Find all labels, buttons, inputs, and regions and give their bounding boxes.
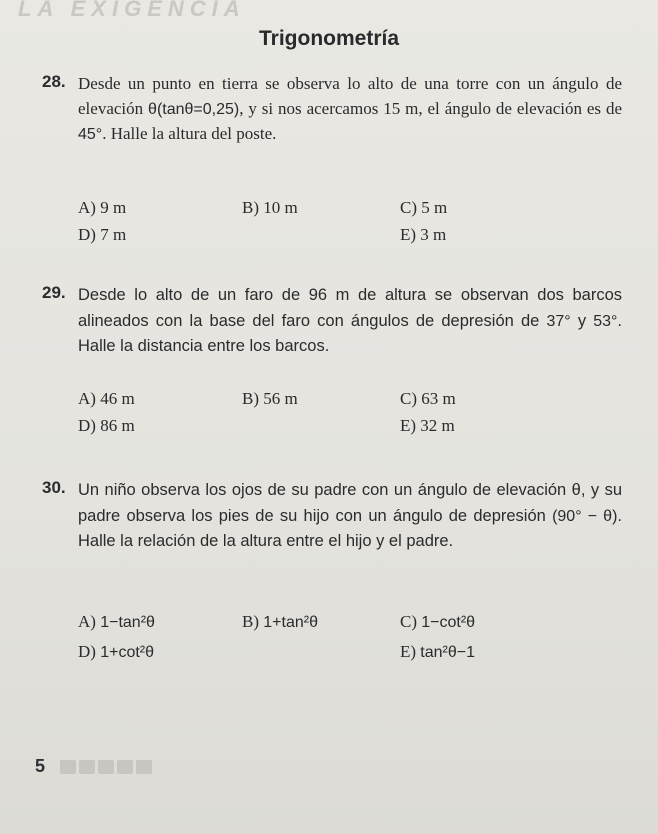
option-e[interactable]: E) 3 m <box>400 225 447 244</box>
text-part: . Halle la distancia entre los barcos. <box>78 311 623 355</box>
problem-30 <box>42 478 622 555</box>
option-d[interactable]: D) 7 m <box>78 225 127 244</box>
answer-options-28 <box>78 198 598 252</box>
option-c[interactable]: C) 1−cot²θ <box>400 612 476 631</box>
text-part: , y si nos acercamos 15 m, el ángulo de elevación es de <box>239 98 622 118</box>
square-icon <box>136 760 152 774</box>
option-a[interactable]: A) 9 m <box>78 198 127 217</box>
math-expression: 45° <box>78 126 103 143</box>
text-part: Desde un punto en tierra se observa lo alto de una torre con un ángulo de elevación <box>78 74 622 118</box>
problem-number: 28. <box>42 72 66 91</box>
problem-number: 30. <box>42 478 66 497</box>
square-icon <box>98 760 114 774</box>
problem-number: 29. <box>42 283 66 302</box>
watermark-text: LA EXIGENCIA <box>18 0 246 21</box>
problem-28 <box>42 72 622 148</box>
problem-text <box>78 478 622 555</box>
decorative-squares <box>60 760 155 779</box>
option-c[interactable]: C) 63 m <box>400 389 456 408</box>
square-icon <box>60 760 76 774</box>
text-part: . Halle la altura del poste. <box>102 124 277 143</box>
text-part: y <box>570 311 594 330</box>
math-expression: 37° <box>546 312 571 330</box>
option-c[interactable]: C) 5 m <box>400 198 448 217</box>
option-b[interactable]: B) 56 m <box>242 389 298 408</box>
text-part: Desde lo alto de un faro de 96 m de altura se observan dos barcos alineados con la base del faro con ángulos de depresión de <box>78 286 622 330</box>
math-expression: 53° <box>593 312 618 330</box>
problem-text <box>78 72 622 148</box>
text-part: . Halle la relación de la altura entre el hijo y el padre. <box>78 506 622 550</box>
answer-options-30 <box>78 612 598 672</box>
text-part: Un niño observa los ojos de su padre con un ángulo de elevación θ, y su padre observa los pies de su hijo con un ángulo de depresión <box>78 481 622 525</box>
problem-29 <box>42 283 622 360</box>
option-b[interactable]: B) 1+tan²θ <box>242 612 318 631</box>
square-icon <box>117 760 133 774</box>
problem-text <box>78 283 622 360</box>
option-d[interactable]: D) 1+cot²θ <box>78 642 155 661</box>
option-e[interactable]: E) 32 m <box>400 416 455 435</box>
page-number: 5 <box>35 756 46 776</box>
option-e[interactable]: E) tan²θ−1 <box>400 642 476 661</box>
option-d[interactable]: D) 86 m <box>78 416 135 435</box>
math-expression: θ(tanθ=0,25) <box>148 100 240 118</box>
option-a[interactable]: A) 46 m <box>78 389 135 408</box>
option-b[interactable]: B) 10 m <box>242 198 298 217</box>
math-expression: (90° − θ) <box>552 507 618 525</box>
option-a[interactable]: A) 1−tan²θ <box>78 612 155 631</box>
square-icon <box>79 760 95 774</box>
answer-options-29 <box>78 389 598 443</box>
page-title: Trigonometría <box>258 27 400 50</box>
